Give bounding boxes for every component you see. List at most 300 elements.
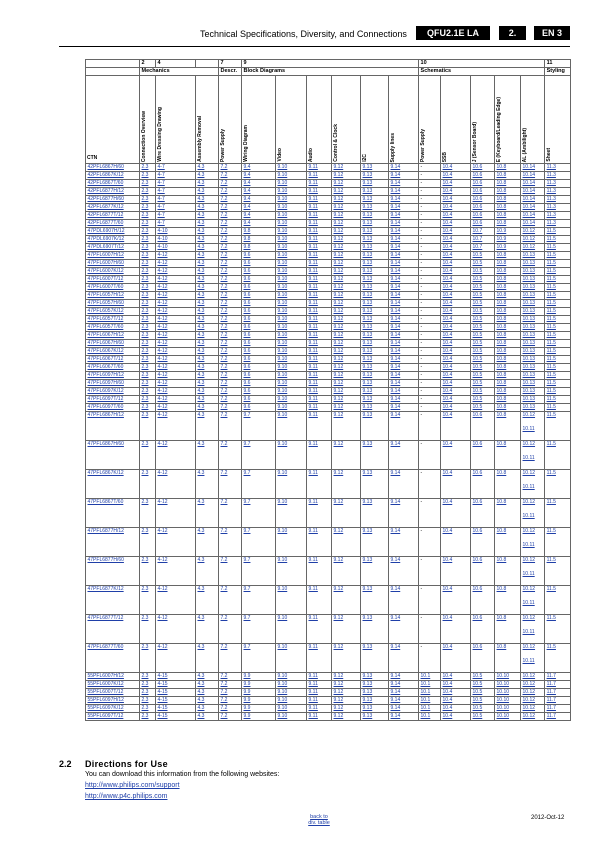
table-cell[interactable]: 9.14 — [389, 697, 419, 705]
table-cell[interactable]: 9.11 — [307, 244, 332, 252]
table-cell[interactable]: 9.14 — [389, 236, 419, 244]
table-cell[interactable]: 9.14 — [389, 300, 419, 308]
table-cell[interactable]: 9.10 — [276, 316, 307, 324]
table-cell[interactable]: 9.14 — [389, 220, 419, 228]
table-cell[interactable]: 2.3 — [140, 356, 156, 364]
table-cell[interactable]: 7.2 — [219, 673, 242, 681]
table-cell[interactable]: 4-15 — [156, 713, 196, 721]
table-cell[interactable]: 9.4 — [242, 204, 276, 212]
table-cell[interactable]: 10.5 — [471, 308, 495, 316]
table-cell[interactable]: 9.12 — [332, 388, 361, 396]
table-cell[interactable]: 9.11 — [307, 292, 332, 300]
table-cell[interactable]: 2.3 — [140, 324, 156, 332]
table-cell[interactable]: 9.6 — [242, 332, 276, 340]
table-cell[interactable]: 10.14 — [521, 220, 545, 228]
table-cell[interactable]: 9.13 — [361, 324, 389, 332]
table-cell[interactable] — [521, 470, 545, 499]
table-cell[interactable]: 9.6 — [242, 356, 276, 364]
table-cell[interactable]: 10.4 — [441, 557, 471, 586]
table-cell[interactable]: 10.8 — [495, 356, 521, 364]
table-cell[interactable]: 4.3 — [196, 689, 219, 697]
table-cell[interactable]: 10.12 — [521, 244, 545, 252]
table-cell[interactable]: 9.14 — [389, 284, 419, 292]
table-cell[interactable]: 4.3 — [196, 300, 219, 308]
ctn-link[interactable]: 47PFL6867T/60 — [86, 499, 140, 528]
ctn-link[interactable]: 55PFL6007T/12 — [86, 689, 140, 697]
table-cell[interactable]: 9.14 — [389, 252, 419, 260]
table-cell[interactable]: 10.8 — [495, 204, 521, 212]
table-cell[interactable]: 2.3 — [140, 180, 156, 188]
table-cell[interactable]: 9.10 — [276, 228, 307, 236]
table-cell[interactable]: 9.13 — [361, 164, 389, 172]
table-cell[interactable]: 10.4 — [441, 300, 471, 308]
table-cell[interactable]: 10.4 — [441, 673, 471, 681]
table-cell[interactable]: 9.11 — [307, 499, 332, 528]
table-cell[interactable]: 4-12 — [156, 252, 196, 260]
table-cell[interactable]: 2.3 — [140, 260, 156, 268]
table-cell[interactable]: 9.10 — [276, 499, 307, 528]
table-cell[interactable]: 7.2 — [219, 644, 242, 673]
table-cell[interactable]: 7.2 — [219, 316, 242, 324]
table-cell[interactable]: 2.3 — [140, 196, 156, 204]
table-cell[interactable]: 10.5 — [471, 324, 495, 332]
table-cell[interactable]: 9.4 — [242, 220, 276, 228]
table-cell[interactable]: 9.13 — [361, 396, 389, 404]
table-cell[interactable] — [521, 615, 545, 644]
table-cell[interactable]: 4-12 — [156, 441, 196, 470]
table-cell[interactable]: 9.13 — [361, 204, 389, 212]
table-cell[interactable]: 10.4 — [441, 441, 471, 470]
table-cell[interactable]: 10.5 — [471, 380, 495, 388]
table-cell[interactable]: 9.13 — [361, 470, 389, 499]
table-cell[interactable]: 9.13 — [361, 557, 389, 586]
table-cell[interactable]: 9.12 — [332, 689, 361, 697]
table-cell[interactable]: 9.11 — [307, 356, 332, 364]
ctn-link[interactable]: 42PFL6877K/12 — [86, 204, 140, 212]
table-cell[interactable]: 9.10 — [276, 615, 307, 644]
table-cell[interactable]: 9.14 — [389, 356, 419, 364]
table-cell[interactable]: 9.11 — [307, 412, 332, 441]
table-cell[interactable]: 9.13 — [361, 340, 389, 348]
table-cell[interactable]: 9.4 — [242, 164, 276, 172]
table-cell[interactable]: 9.14 — [389, 180, 419, 188]
table-cell[interactable]: 10.4 — [441, 292, 471, 300]
table-cell[interactable]: 9.13 — [361, 348, 389, 356]
table-cell[interactable]: 2.3 — [140, 364, 156, 372]
table-cell[interactable]: 10.6 — [471, 180, 495, 188]
table-cell[interactable]: 2.3 — [140, 380, 156, 388]
ctn-link[interactable]: 47PFL6877H/12 — [86, 528, 140, 557]
table-cell[interactable]: 10.5 — [471, 396, 495, 404]
table-cell[interactable]: 10.5 — [471, 300, 495, 308]
table-cell[interactable]: 10.4 — [441, 172, 471, 180]
table-cell[interactable]: 9.10 — [276, 172, 307, 180]
table-cell[interactable]: 7.2 — [219, 705, 242, 713]
cell-subvalue[interactable]: 10.11 — [522, 571, 535, 577]
ctn-link[interactable]: 47PDL6907K/12 — [86, 236, 140, 244]
table-cell[interactable]: 11.5 — [545, 441, 571, 470]
table-cell[interactable]: 9.13 — [361, 300, 389, 308]
table-cell[interactable]: 11.3 — [545, 212, 571, 220]
table-cell[interactable]: 9.6 — [242, 404, 276, 412]
cell-subvalue[interactable]: 10.11 — [522, 600, 535, 606]
table-cell[interactable]: 2.3 — [140, 300, 156, 308]
table-cell[interactable]: 11.5 — [545, 292, 571, 300]
ctn-link[interactable]: 55PFL6097T/12 — [86, 713, 140, 721]
table-cell[interactable]: 9.12 — [332, 316, 361, 324]
table-cell[interactable]: 7.2 — [219, 244, 242, 252]
ctn-link[interactable]: 47PFL6057K/12 — [86, 308, 140, 316]
table-cell[interactable]: 10.13 — [521, 348, 545, 356]
table-cell[interactable]: 11.5 — [545, 372, 571, 380]
table-cell[interactable]: 4-12 — [156, 557, 196, 586]
table-cell[interactable]: 9.10 — [276, 470, 307, 499]
table-cell[interactable]: 2.3 — [140, 673, 156, 681]
table-cell[interactable]: 9.11 — [307, 284, 332, 292]
table-cell[interactable]: 9.11 — [307, 340, 332, 348]
table-cell[interactable]: 7.2 — [219, 196, 242, 204]
table-cell[interactable]: 2.3 — [140, 528, 156, 557]
table-cell[interactable]: 10.6 — [471, 615, 495, 644]
table-cell[interactable]: 4.3 — [196, 268, 219, 276]
table-cell[interactable]: 9.14 — [389, 204, 419, 212]
table-cell[interactable]: 10.12 — [521, 236, 545, 244]
table-cell[interactable]: 4.3 — [196, 276, 219, 284]
table-cell[interactable]: 9.12 — [332, 713, 361, 721]
table-cell[interactable]: 10.10 — [495, 713, 521, 721]
table-cell[interactable]: 10.14 — [521, 212, 545, 220]
table-cell[interactable]: 11.3 — [545, 196, 571, 204]
table-cell[interactable]: 4-12 — [156, 356, 196, 364]
table-cell[interactable]: 10.13 — [521, 324, 545, 332]
ctn-link[interactable]: 42PFL6877T/12 — [86, 212, 140, 220]
table-cell[interactable]: 7.2 — [219, 308, 242, 316]
table-cell[interactable]: 4.3 — [196, 615, 219, 644]
table-cell[interactable]: 9.6 — [242, 300, 276, 308]
table-cell[interactable]: 11.7 — [545, 681, 571, 689]
table-cell[interactable]: 10.13 — [521, 276, 545, 284]
table-cell[interactable]: 11.5 — [545, 404, 571, 412]
table-cell[interactable]: 11.3 — [545, 204, 571, 212]
table-cell[interactable]: 9.13 — [361, 236, 389, 244]
table-cell[interactable]: 9.10 — [276, 220, 307, 228]
table-cell[interactable]: 9.14 — [389, 586, 419, 615]
table-cell[interactable]: 11.5 — [545, 528, 571, 557]
table-cell[interactable]: 10.8 — [495, 172, 521, 180]
table-cell[interactable]: 4.3 — [196, 388, 219, 396]
table-cell[interactable]: 2.3 — [140, 499, 156, 528]
ctn-link[interactable]: 47PFL6007T/60 — [86, 284, 140, 292]
table-cell[interactable] — [521, 412, 545, 441]
ctn-link[interactable]: 47PFL6097H/12 — [86, 372, 140, 380]
table-cell[interactable]: 10.14 — [521, 172, 545, 180]
table-cell[interactable]: 9.6 — [242, 324, 276, 332]
table-cell[interactable]: 2.3 — [140, 284, 156, 292]
table-cell[interactable]: 9.4 — [242, 172, 276, 180]
table-cell[interactable]: 9.7 — [242, 470, 276, 499]
table-cell[interactable]: 10.1 — [419, 689, 441, 697]
table-cell[interactable]: 9.10 — [276, 586, 307, 615]
table-cell[interactable]: 2.3 — [140, 470, 156, 499]
table-cell[interactable]: 9.12 — [332, 673, 361, 681]
table-cell[interactable]: 10.12 — [521, 697, 545, 705]
table-cell[interactable]: 9.13 — [361, 172, 389, 180]
table-cell[interactable] — [521, 557, 545, 586]
table-cell[interactable]: 10.12 — [521, 681, 545, 689]
table-cell[interactable]: 9.12 — [332, 236, 361, 244]
table-cell[interactable]: 7.2 — [219, 586, 242, 615]
ctn-link[interactable]: 47PFL6097T/12 — [86, 396, 140, 404]
table-cell[interactable]: 2.3 — [140, 244, 156, 252]
table-cell[interactable]: 10.10 — [495, 705, 521, 713]
table-cell[interactable]: 9.14 — [389, 689, 419, 697]
table-cell[interactable]: 9.10 — [276, 292, 307, 300]
table-cell[interactable]: 9.6 — [242, 308, 276, 316]
table-cell[interactable]: 10.4 — [441, 388, 471, 396]
table-cell[interactable]: 4.3 — [196, 236, 219, 244]
ctn-link[interactable]: 47PFL6067K/12 — [86, 348, 140, 356]
table-cell[interactable]: 9.14 — [389, 276, 419, 284]
table-cell[interactable]: 10.6 — [471, 441, 495, 470]
table-cell[interactable]: 10.7 — [471, 244, 495, 252]
table-cell[interactable]: 9.11 — [307, 260, 332, 268]
table-cell[interactable]: 9.14 — [389, 348, 419, 356]
table-cell[interactable]: 9.6 — [242, 388, 276, 396]
table-cell[interactable]: 10.5 — [471, 689, 495, 697]
table-cell[interactable]: 10.9 — [495, 244, 521, 252]
table-cell[interactable]: 10.10 — [495, 697, 521, 705]
table-cell[interactable]: 9.11 — [307, 204, 332, 212]
table-cell[interactable]: 9.10 — [276, 252, 307, 260]
cell-value[interactable]: 10.12 — [522, 615, 536, 621]
ctn-link[interactable]: 42PFL6867T/60 — [86, 180, 140, 188]
table-cell[interactable]: 9.14 — [389, 324, 419, 332]
ctn-link[interactable]: 47PFL6067T/12 — [86, 356, 140, 364]
table-cell[interactable]: 9.6 — [242, 316, 276, 324]
cell-value[interactable]: 10.12 — [522, 499, 536, 505]
table-cell[interactable]: 10.4 — [441, 528, 471, 557]
table-cell[interactable]: 10.8 — [495, 188, 521, 196]
ctn-link[interactable]: 47PFL6877T/12 — [86, 615, 140, 644]
table-cell[interactable]: 10.4 — [441, 586, 471, 615]
table-cell[interactable]: 10.4 — [441, 615, 471, 644]
table-cell[interactable]: 9.14 — [389, 172, 419, 180]
table-cell[interactable]: 9.10 — [276, 673, 307, 681]
table-cell[interactable]: 9.13 — [361, 260, 389, 268]
table-cell[interactable]: 9.12 — [332, 276, 361, 284]
table-cell[interactable]: 2.3 — [140, 292, 156, 300]
table-cell[interactable]: 4-12 — [156, 316, 196, 324]
ctn-link[interactable]: 47PFL6097H/60 — [86, 380, 140, 388]
ctn-link[interactable]: 47PFL6057T/60 — [86, 324, 140, 332]
table-cell[interactable]: 9.13 — [361, 356, 389, 364]
table-cell[interactable]: 10.8 — [495, 412, 521, 441]
table-cell[interactable]: 7.2 — [219, 557, 242, 586]
table-cell[interactable]: 9.13 — [361, 528, 389, 557]
table-cell[interactable]: 9.13 — [361, 180, 389, 188]
table-cell[interactable]: 10.5 — [471, 697, 495, 705]
table-cell[interactable]: 7.2 — [219, 284, 242, 292]
table-cell[interactable] — [521, 528, 545, 557]
table-cell[interactable]: 4-7 — [156, 220, 196, 228]
table-cell[interactable]: 9.12 — [332, 348, 361, 356]
table-cell[interactable]: 9.13 — [361, 499, 389, 528]
table-cell[interactable]: 4-15 — [156, 697, 196, 705]
table-cell[interactable]: 11.5 — [545, 615, 571, 644]
table-cell[interactable]: 10.4 — [441, 713, 471, 721]
table-cell[interactable]: 10.8 — [495, 284, 521, 292]
table-cell[interactable]: 9.13 — [361, 196, 389, 204]
table-cell[interactable]: 10.8 — [495, 615, 521, 644]
cell-value[interactable]: 10.12 — [522, 586, 536, 592]
cell-subvalue[interactable]: 10.11 — [522, 629, 535, 635]
cell-subvalue[interactable]: 10.11 — [522, 484, 535, 490]
table-cell[interactable]: 10.8 — [495, 220, 521, 228]
table-cell[interactable]: 9.12 — [332, 412, 361, 441]
cell-subvalue[interactable]: 10.11 — [522, 513, 535, 519]
table-cell[interactable]: 10.6 — [471, 644, 495, 673]
ctn-link[interactable]: 47PFL6867K/12 — [86, 470, 140, 499]
table-cell[interactable]: 10.13 — [521, 372, 545, 380]
table-cell[interactable]: 4.3 — [196, 364, 219, 372]
table-cell[interactable]: 10.13 — [521, 404, 545, 412]
table-cell[interactable]: 9.14 — [389, 557, 419, 586]
ctn-link[interactable]: 47PFL6007H/12 — [86, 252, 140, 260]
table-cell[interactable]: 9.10 — [276, 276, 307, 284]
table-cell[interactable]: 7.2 — [219, 292, 242, 300]
table-cell[interactable]: 4.3 — [196, 404, 219, 412]
table-cell[interactable]: 9.11 — [307, 388, 332, 396]
table-cell[interactable]: 4-12 — [156, 324, 196, 332]
table-cell[interactable]: 9.8 — [242, 244, 276, 252]
table-cell[interactable]: 11.5 — [545, 388, 571, 396]
ctn-link[interactable]: 55PFL6097K/12 — [86, 705, 140, 713]
table-cell[interactable]: 9.12 — [332, 196, 361, 204]
table-cell[interactable]: 2.3 — [140, 276, 156, 284]
table-cell[interactable]: 10.6 — [471, 557, 495, 586]
table-cell[interactable]: 9.7 — [242, 412, 276, 441]
table-cell[interactable]: 9.10 — [276, 212, 307, 220]
table-cell[interactable]: 10.13 — [521, 396, 545, 404]
table-cell[interactable]: 9.6 — [242, 348, 276, 356]
table-cell[interactable]: 9.14 — [389, 364, 419, 372]
table-cell[interactable]: 10.6 — [471, 196, 495, 204]
table-cell[interactable]: 9.10 — [276, 364, 307, 372]
table-cell[interactable]: 4.3 — [196, 441, 219, 470]
table-cell[interactable]: 10.8 — [495, 316, 521, 324]
table-cell[interactable]: 9.14 — [389, 644, 419, 673]
table-cell[interactable]: 11.5 — [545, 644, 571, 673]
table-cell[interactable]: 9.6 — [242, 252, 276, 260]
table-cell[interactable]: 4-12 — [156, 470, 196, 499]
table-cell[interactable]: 10.5 — [471, 348, 495, 356]
table-cell[interactable]: 9.14 — [389, 412, 419, 441]
table-cell[interactable]: 9.13 — [361, 332, 389, 340]
table-cell[interactable]: 10.12 — [521, 713, 545, 721]
table-cell[interactable] — [521, 586, 545, 615]
table-cell[interactable]: 9.14 — [389, 340, 419, 348]
ctn-link[interactable]: 47PFL6057H/60 — [86, 300, 140, 308]
table-cell[interactable]: 9.14 — [389, 615, 419, 644]
table-cell[interactable]: 9.11 — [307, 557, 332, 586]
table-cell[interactable]: 2.3 — [140, 441, 156, 470]
table-cell[interactable]: 2.3 — [140, 212, 156, 220]
table-cell[interactable]: 10.8 — [495, 196, 521, 204]
table-cell[interactable]: 9.11 — [307, 212, 332, 220]
table-cell[interactable]: 9.12 — [332, 260, 361, 268]
table-cell[interactable]: 2.3 — [140, 164, 156, 172]
table-cell[interactable]: 9.10 — [276, 196, 307, 204]
ctn-link[interactable]: 47PFL6057T/12 — [86, 316, 140, 324]
table-cell[interactable]: 10.13 — [521, 308, 545, 316]
table-cell[interactable]: 9.10 — [276, 644, 307, 673]
table-cell[interactable]: 2.3 — [140, 188, 156, 196]
table-cell[interactable]: 7.2 — [219, 412, 242, 441]
table-cell[interactable]: 9.6 — [242, 292, 276, 300]
table-cell[interactable]: 9.13 — [361, 308, 389, 316]
table-cell[interactable]: 9.13 — [361, 697, 389, 705]
table-cell[interactable]: 9.12 — [332, 356, 361, 364]
table-cell[interactable]: 10.8 — [495, 380, 521, 388]
table-cell[interactable]: 9.13 — [361, 689, 389, 697]
table-cell[interactable]: 7.2 — [219, 228, 242, 236]
table-cell[interactable]: 9.13 — [361, 276, 389, 284]
table-cell[interactable]: 9.6 — [242, 284, 276, 292]
table-cell[interactable]: 10.8 — [495, 348, 521, 356]
table-cell[interactable]: 10.6 — [471, 212, 495, 220]
cell-subvalue[interactable]: 10.11 — [522, 455, 535, 461]
table-cell[interactable]: 9.13 — [361, 586, 389, 615]
table-cell[interactable]: 4-15 — [156, 705, 196, 713]
table-cell[interactable]: 10.4 — [441, 412, 471, 441]
table-cell[interactable]: 11.7 — [545, 689, 571, 697]
table-cell[interactable]: 11.5 — [545, 276, 571, 284]
table-cell[interactable]: 10.9 — [495, 228, 521, 236]
table-cell[interactable]: 11.3 — [545, 172, 571, 180]
table-cell[interactable]: 10.6 — [471, 220, 495, 228]
table-cell[interactable]: 7.2 — [219, 396, 242, 404]
table-cell[interactable]: 2.3 — [140, 228, 156, 236]
table-cell[interactable]: 9.4 — [242, 180, 276, 188]
table-cell[interactable]: 9.10 — [276, 557, 307, 586]
table-cell[interactable]: 9.14 — [389, 441, 419, 470]
table-cell[interactable]: 9.13 — [361, 615, 389, 644]
table-cell[interactable]: 11.3 — [545, 220, 571, 228]
table-cell[interactable]: 4-7 — [156, 164, 196, 172]
table-cell[interactable]: 7.2 — [219, 499, 242, 528]
table-cell[interactable]: 2.3 — [140, 713, 156, 721]
table-cell[interactable]: 10.9 — [495, 236, 521, 244]
table-cell[interactable]: 11.5 — [545, 380, 571, 388]
table-cell[interactable]: 9.11 — [307, 586, 332, 615]
table-cell[interactable]: 9.12 — [332, 324, 361, 332]
table-cell[interactable]: 10.8 — [495, 441, 521, 470]
table-cell[interactable]: 4.3 — [196, 324, 219, 332]
table-cell[interactable]: 4-12 — [156, 348, 196, 356]
table-cell[interactable]: 9.12 — [332, 644, 361, 673]
table-cell[interactable]: 9.12 — [332, 470, 361, 499]
table-cell[interactable]: 4.3 — [196, 180, 219, 188]
table-cell[interactable]: 10.4 — [441, 499, 471, 528]
table-cell[interactable]: 9.11 — [307, 615, 332, 644]
table-cell[interactable]: 9.13 — [361, 252, 389, 260]
table-cell[interactable]: 2.3 — [140, 615, 156, 644]
table-cell[interactable]: 10.4 — [441, 228, 471, 236]
table-cell[interactable]: 9.11 — [307, 172, 332, 180]
ctn-link[interactable]: 47PFL6097T/60 — [86, 404, 140, 412]
table-cell[interactable]: 7.2 — [219, 220, 242, 228]
ctn-link[interactable]: 42PFL6867H/60 — [86, 164, 140, 172]
